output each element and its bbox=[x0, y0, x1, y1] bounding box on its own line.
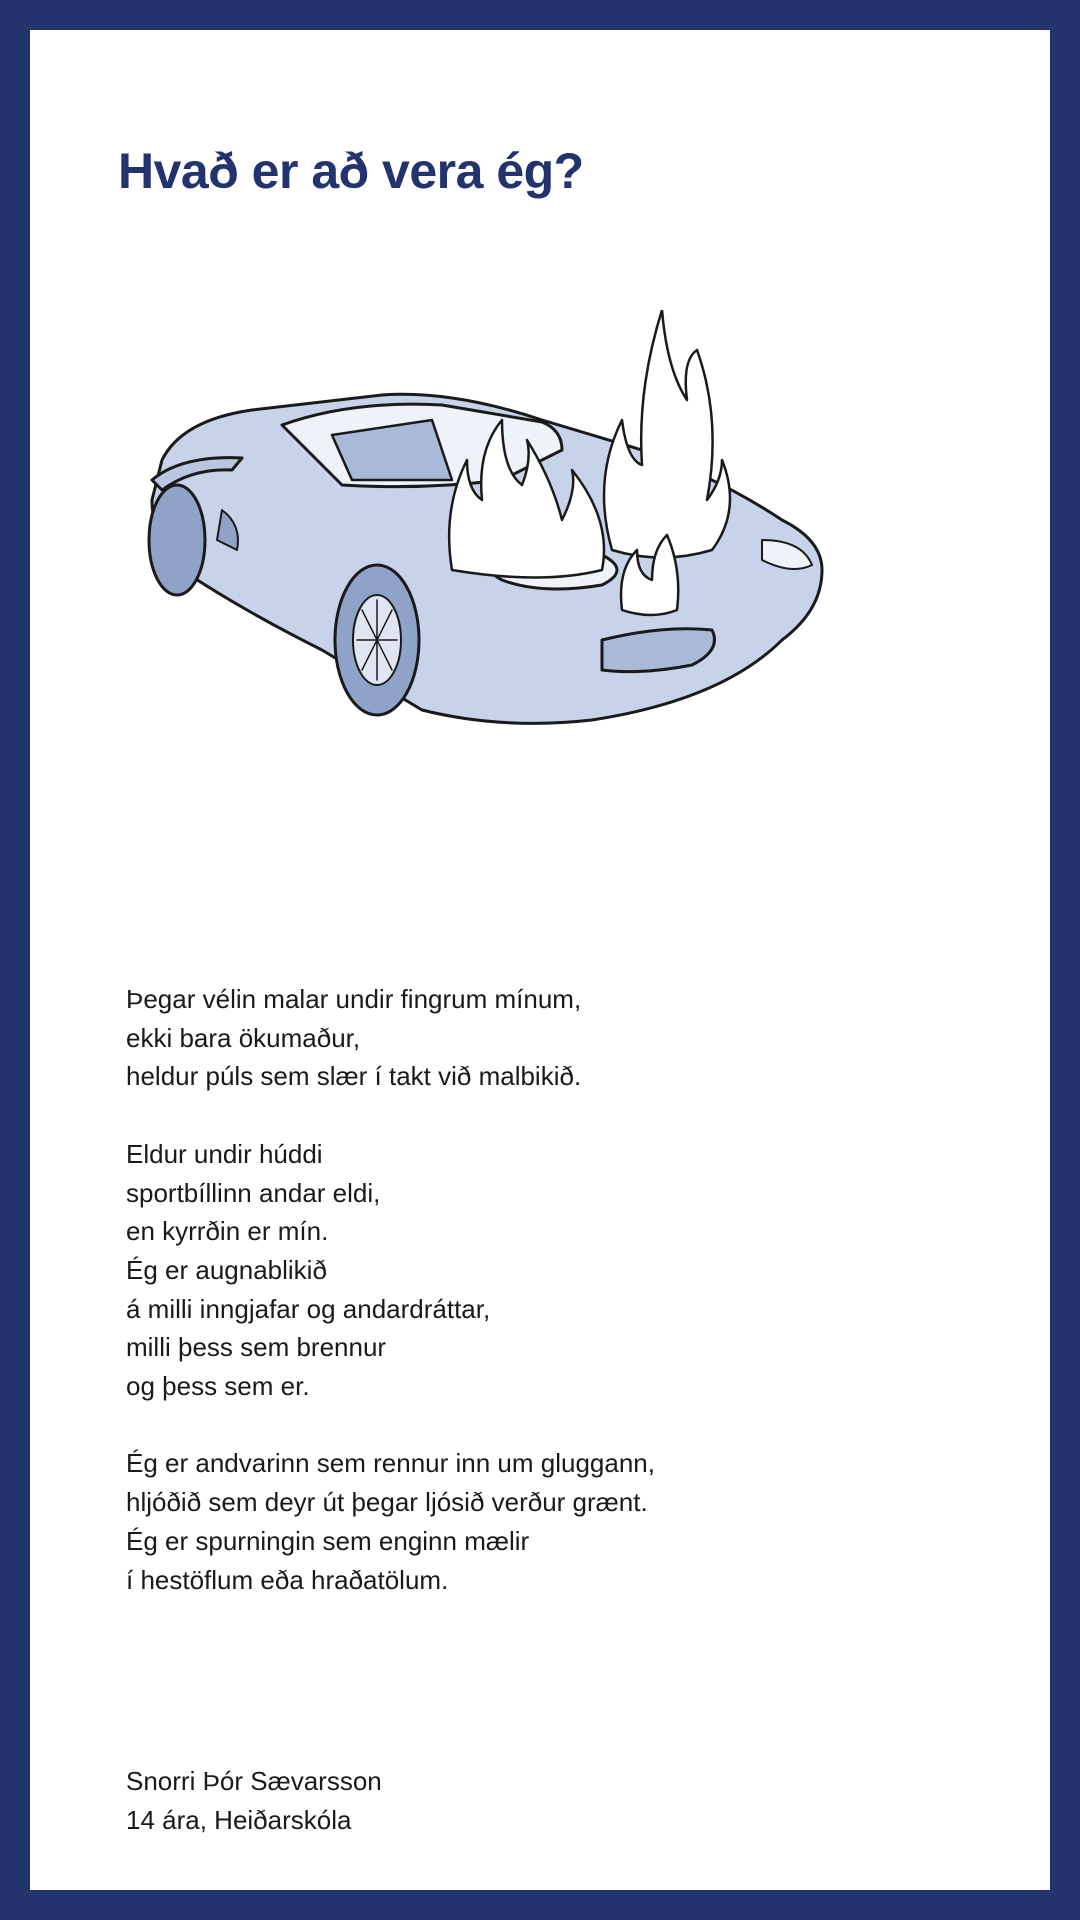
poem-card bbox=[30, 30, 1050, 1890]
poem-stanza bbox=[126, 1444, 655, 1599]
poem-line: ekki bara ökumaður, bbox=[126, 1022, 361, 1053]
poem-line: sportbíllinn andar eldi, bbox=[126, 1177, 381, 1208]
author-details: 14 ára, Heiðarskóla bbox=[126, 1804, 352, 1835]
poem-stanza bbox=[126, 1135, 655, 1406]
poem-line: Ég er spurningin sem enginn mælir bbox=[126, 1525, 530, 1556]
poem-line: Þegar vélin malar undir fingrum mínum, bbox=[126, 984, 582, 1014]
poem-line: hljóðið sem deyr út þegar ljósið verður grænt. bbox=[126, 1487, 648, 1518]
poem-stanza bbox=[126, 980, 655, 1096]
poem-line: en kyrrðin er mín. bbox=[126, 1216, 329, 1247]
poem-line: í hestöflum eða hraðatölum. bbox=[126, 1564, 449, 1595]
poem-line: Ég er andvarinn sem rennur inn um gluggann, bbox=[126, 1448, 655, 1479]
poem-line: heldur púls sem slær í takt við malbikið. bbox=[126, 1061, 582, 1092]
author-signature bbox=[126, 1762, 382, 1839]
author-name: Snorri Þór Sævarsson bbox=[126, 1766, 382, 1796]
poem-line: milli þess sem brennur bbox=[126, 1332, 387, 1363]
poem-body bbox=[126, 980, 655, 1599]
poem-line: og þess sem er. bbox=[126, 1371, 310, 1402]
poem-line: Ég er augnablikið bbox=[126, 1254, 327, 1285]
poem-line: Eldur undir húddi bbox=[126, 1138, 323, 1169]
burning-sports-car-illustration-icon bbox=[122, 310, 962, 870]
poem-line: á milli inngjafar og andardráttar, bbox=[126, 1293, 491, 1324]
page-title: Hvað er að vera ég? bbox=[118, 143, 584, 199]
